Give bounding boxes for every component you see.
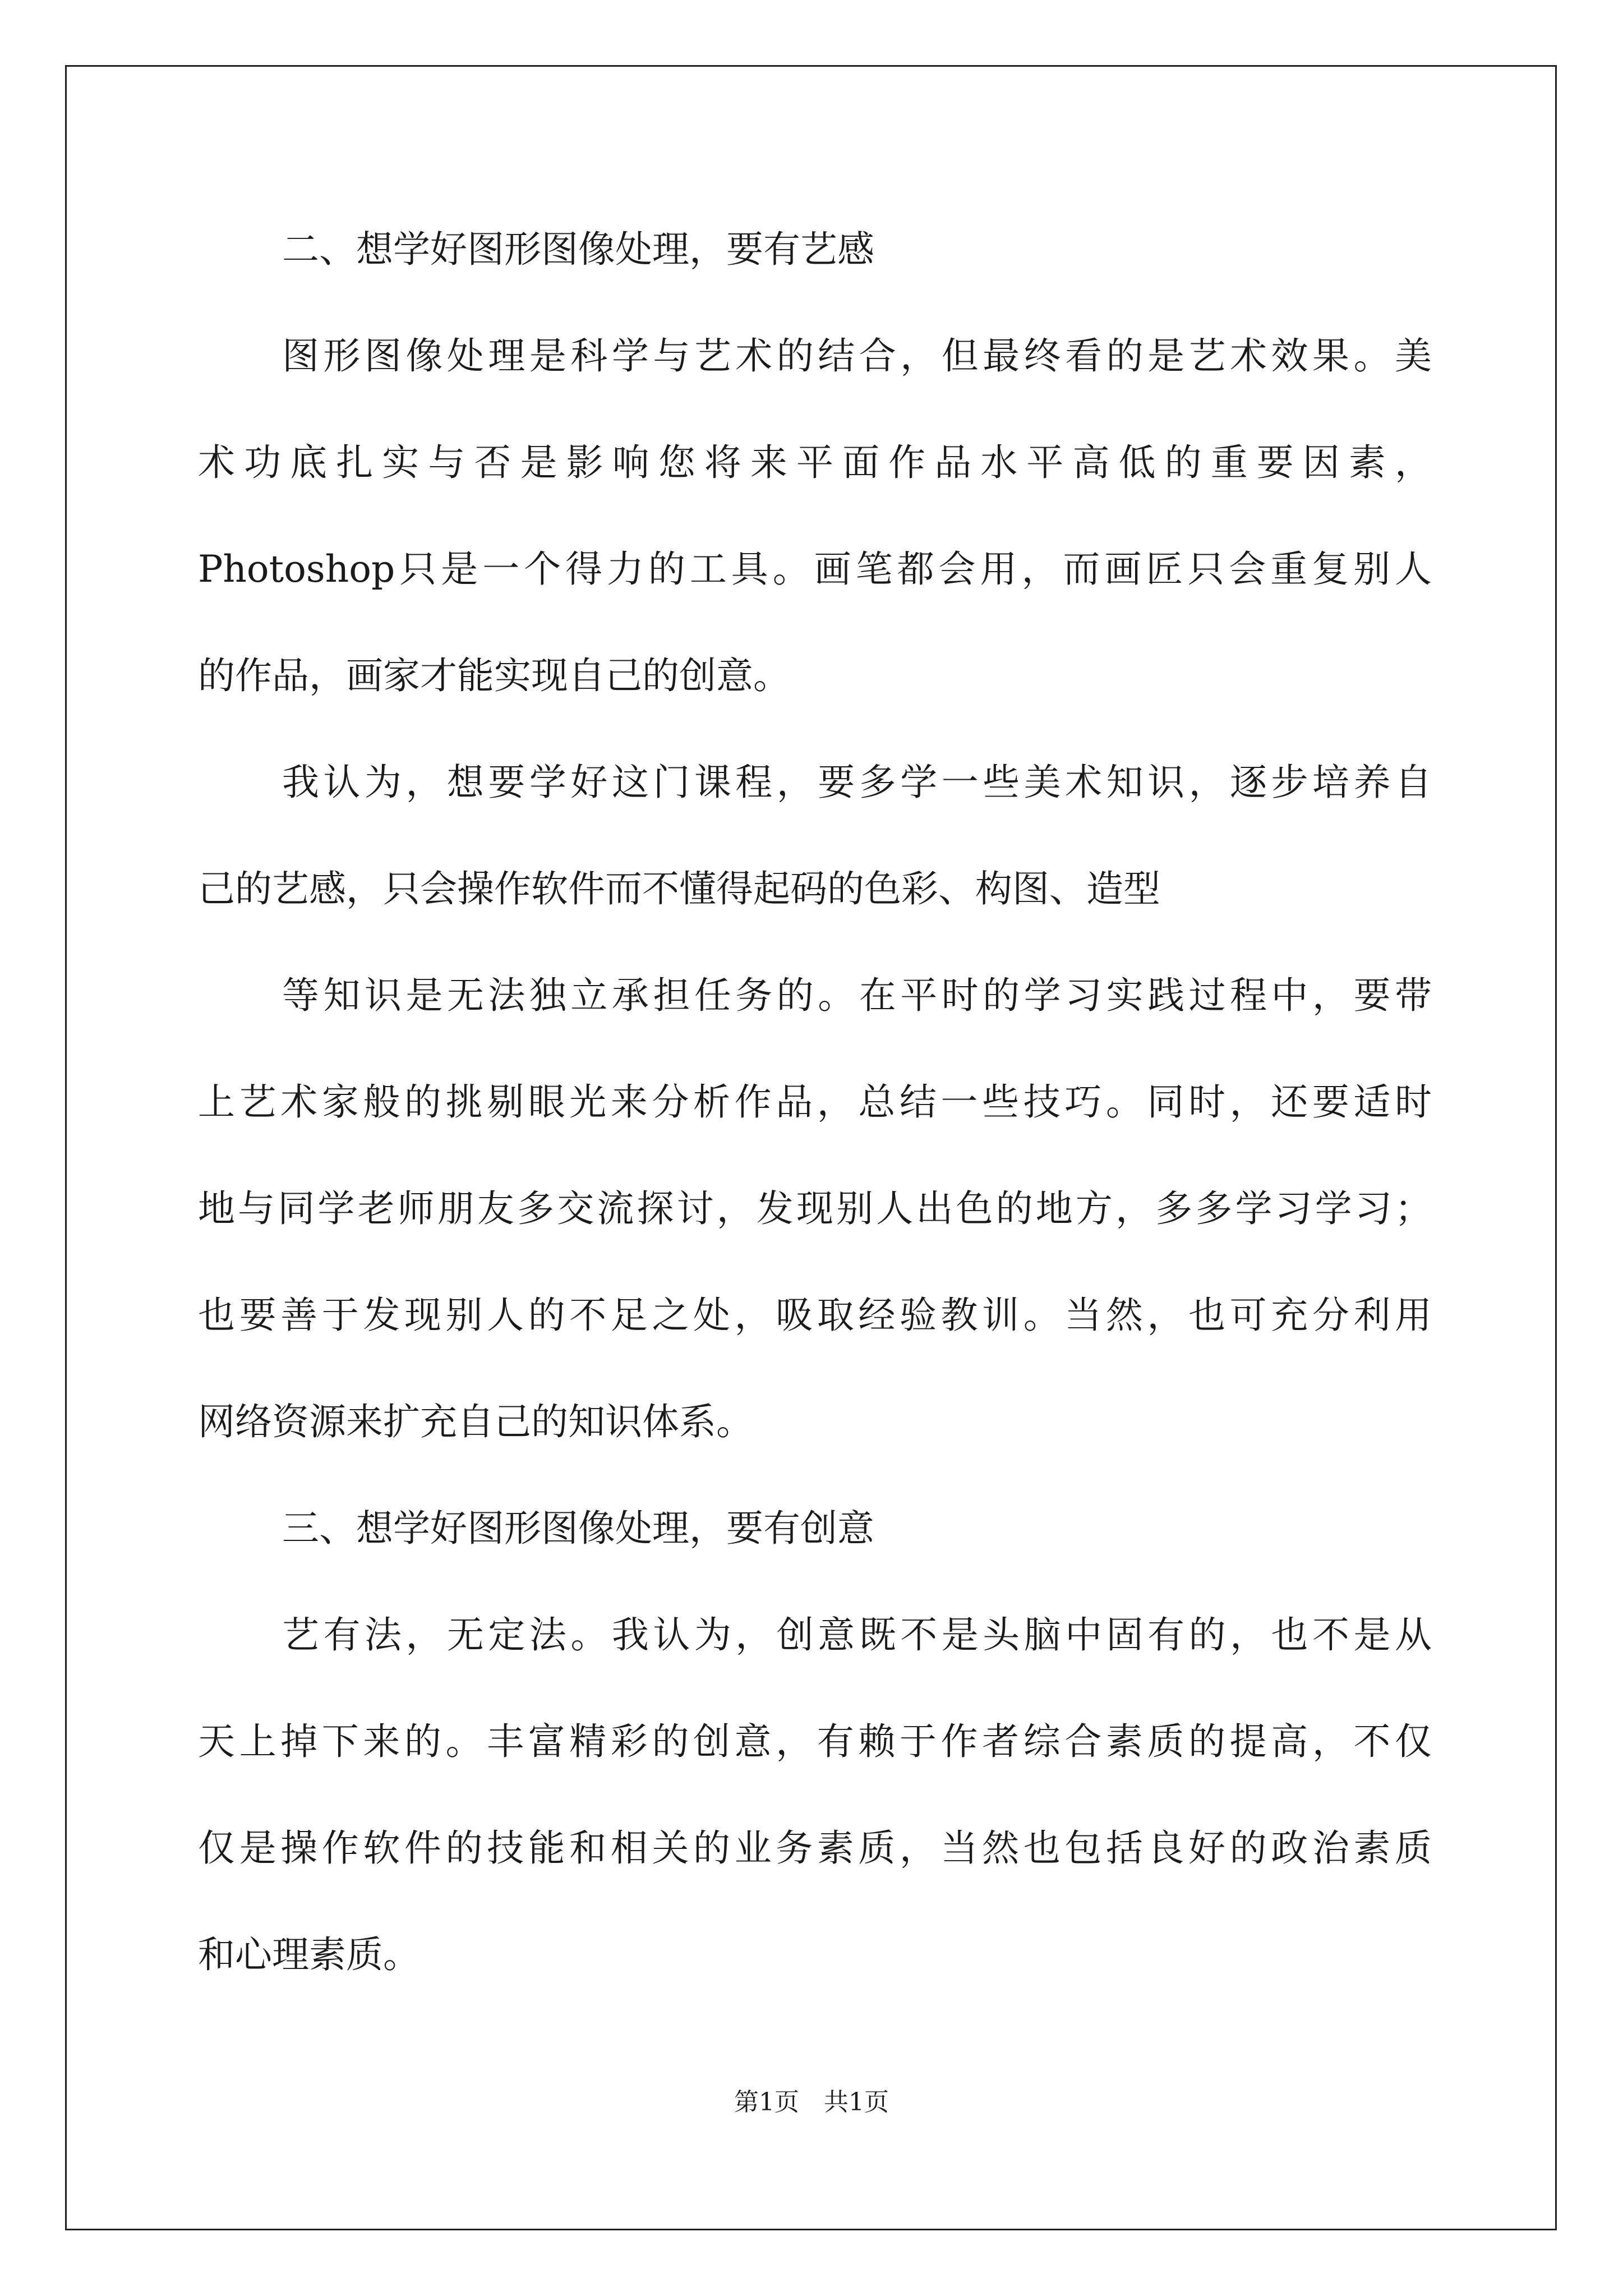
paragraph-line: 等知识是无法独立承担任务的。在平时的学习实践过程中，要带 [282, 974, 1432, 1017]
page-border [65, 65, 1557, 2230]
paragraph-line: 天上掉下来的。丰富精彩的创意，有赖于作者综合素质的提高，不仅 [198, 1720, 1432, 1763]
paragraph-line: 也要善于发现别人的不足之处，吸取经验教训。当然，也可充分利用 [198, 1294, 1432, 1337]
section-heading-3: 三、想学好图形图像处理，要有创意 [282, 1507, 874, 1550]
paragraph-line: 术功底扎实与否是影响您将来平面作品水平高低的重要因素， [198, 441, 1432, 484]
paragraph-line: 己的艺感，只会操作软件而不懂得起码的色彩、构图、造型 [198, 867, 1160, 910]
paragraph-line: 网络资源来扩充自己的知识体系。 [198, 1400, 753, 1443]
paragraph-line: Photoshop只是一个得力的工具。画笔都会用，而画匠只会重复别人 [198, 547, 1432, 591]
paragraph-line: 图形图像处理是科学与艺术的结合，但最终看的是艺术效果。美 [282, 334, 1432, 378]
paragraph-line: 的作品，画家才能实现自己的创意。 [198, 654, 790, 697]
page-number-footer: 第1页 共1页 [734, 2088, 889, 2116]
paragraph-line: 我认为，想要学好这门课程，要多学一些美术知识，逐步培养自 [282, 761, 1432, 804]
paragraph-line: 仅是操作软件的技能和相关的业务素质，当然也包括良好的政治素质 [198, 1826, 1432, 1870]
paragraph-line: 和心理素质。 [198, 1933, 420, 1976]
section-heading-2: 二、想学好图形图像处理，要有艺感 [282, 228, 874, 271]
paragraph-line: 艺有法，无定法。我认为，创意既不是头脑中固有的，也不是从 [282, 1613, 1432, 1657]
paragraph-line: 地与同学老师朋友多交流探讨，发现别人出色的地方，多多学习学习； [198, 1187, 1432, 1230]
paragraph-line: 上艺术家般的挑剔眼光来分析作品，总结一些技巧。同时，还要适时 [198, 1080, 1432, 1124]
